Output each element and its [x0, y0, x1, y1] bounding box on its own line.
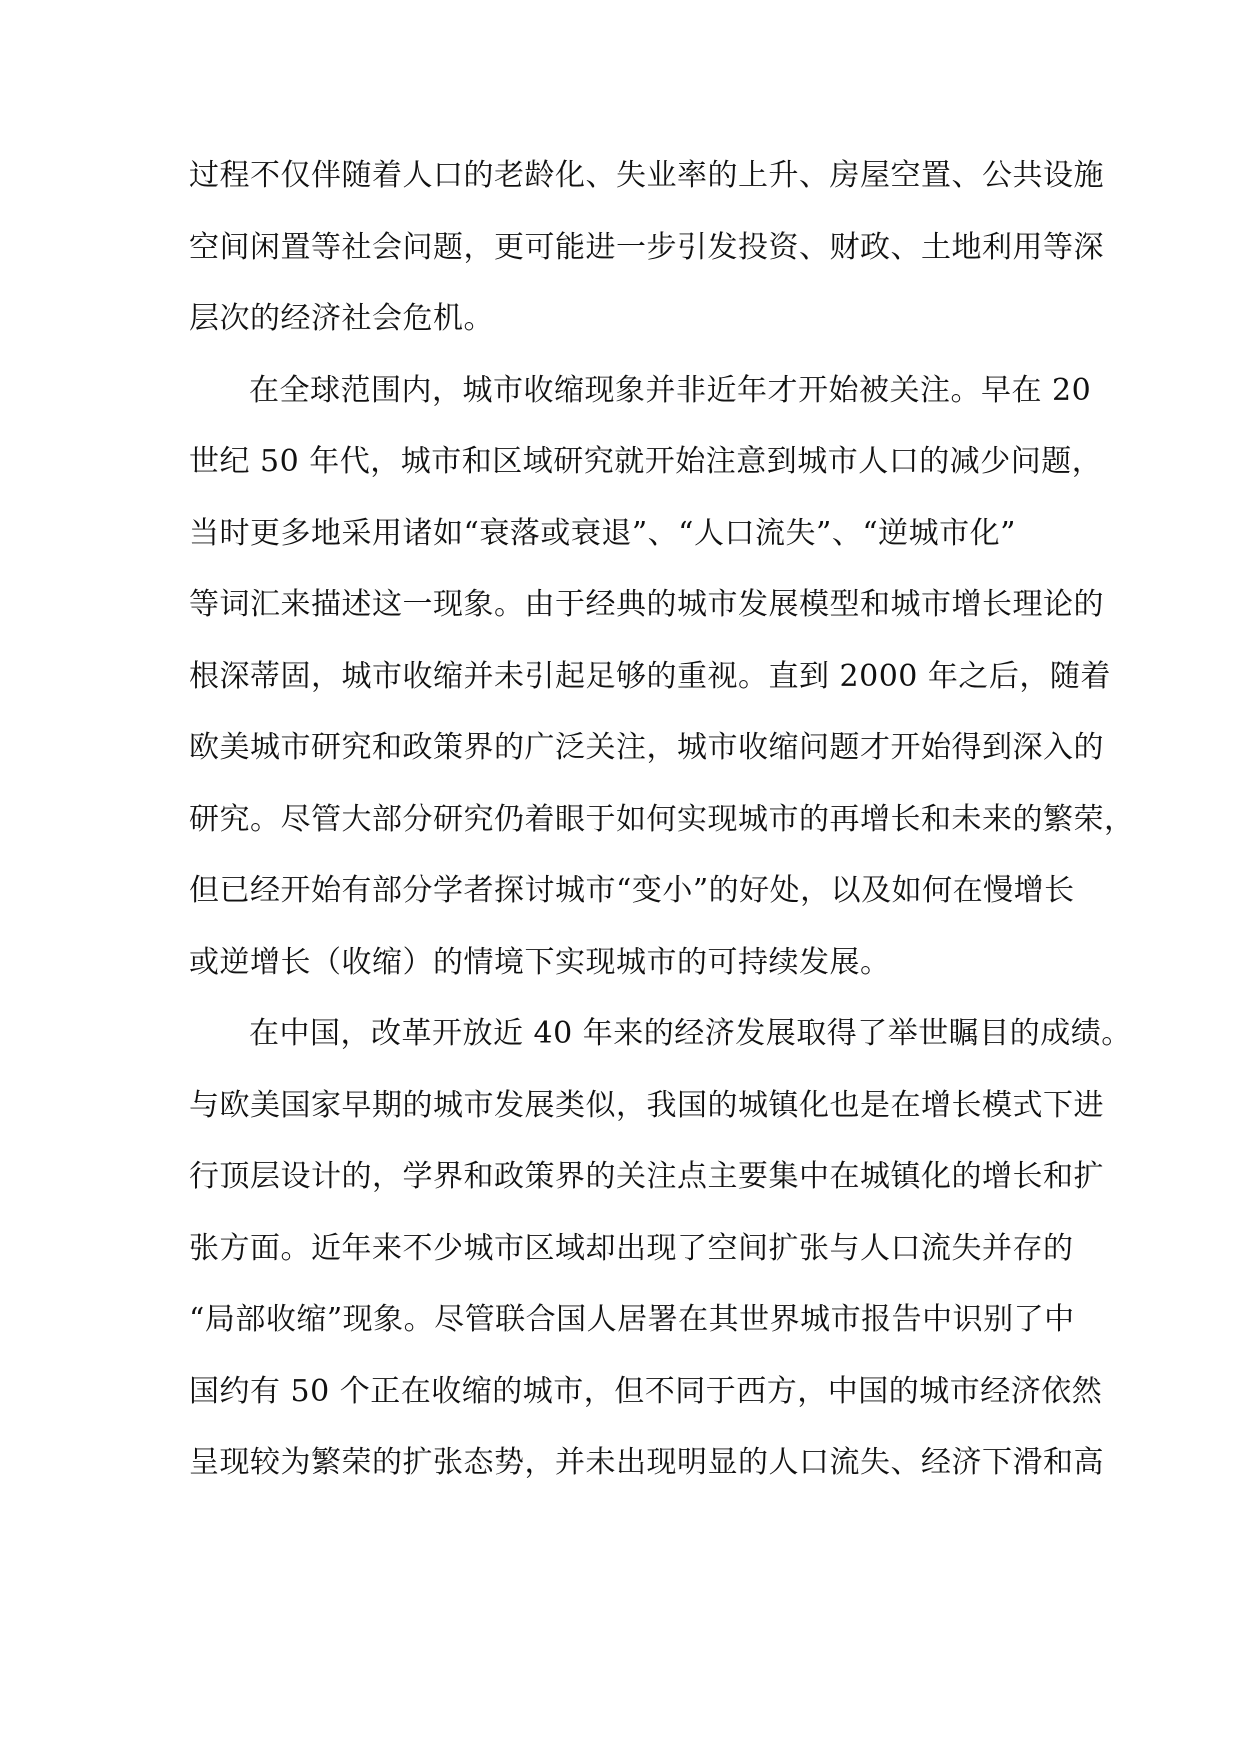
- text-line: 但已经开始有部分学者探讨城市“变小”的好处，以及如何在慢增长: [189, 873, 1075, 908]
- text-line: 世纪 50 年代，城市和区域研究就开始注意到城市人口的减少问题，: [189, 444, 1103, 479]
- text-line: “局部收缩”现象。尽管联合国人居署在其世界城市报告中识别了中: [189, 1302, 1075, 1337]
- text-line: 层次的经济社会危机。: [189, 301, 494, 336]
- text-line: 张方面。近年来不少城市区域却出现了空间扩张与人口流失并存的: [189, 1230, 1074, 1266]
- paragraph-start-line: 在全球范围内，城市收缩现象并非近年才开始被关注。早在 20: [249, 372, 1092, 408]
- text-line: 或逆增长（收缩）的情境下实现城市的可持续发展。: [189, 944, 891, 980]
- paragraph-start-line: 在中国，改革开放近 40 年来的经济发展取得了举世瞩目的成绩。: [249, 1016, 1132, 1051]
- text-line: 根深蒂固，城市收缩并未引起足够的重视。直到 2000 年之后，随着: [189, 658, 1111, 694]
- text-line: 空间闲置等社会问题，更可能进一步引发投资、财政、土地利用等深: [189, 229, 1104, 265]
- text-line: 研究。尽管大部分研究仍着眼于如何实现城市的再增长和未来的繁荣，: [189, 801, 1135, 837]
- text-line: 国约有 50 个正在收缩的城市，但不同于西方，中国的城市经济依然: [189, 1373, 1103, 1409]
- text-line: 当时更多地采用诸如“衰落或衰退”、“人口流失”、“逆城市化”: [189, 515, 1017, 551]
- body-text: [189, 140, 1135, 1499]
- text-line: 与欧美国家早期的城市发展类似，我国的城镇化也是在增长模式下进: [189, 1087, 1104, 1123]
- text-line: 过程不仅伴随着人口的老龄化、失业率的上升、房屋空置、公共设施: [189, 158, 1104, 193]
- text-line: 呈现较为繁荣的扩张态势，并未出现明显的人口流失、经济下滑和高: [189, 1445, 1104, 1480]
- text-line: 等词汇来描述这一现象。由于经典的城市发展模型和城市增长理论的: [189, 587, 1104, 622]
- text-line: 欧美城市研究和政策界的广泛关注，城市收缩问题才开始得到深入的: [189, 730, 1104, 765]
- text-line: 行顶层设计的，学界和政策界的关注点主要集中在城镇化的增长和扩: [189, 1159, 1104, 1194]
